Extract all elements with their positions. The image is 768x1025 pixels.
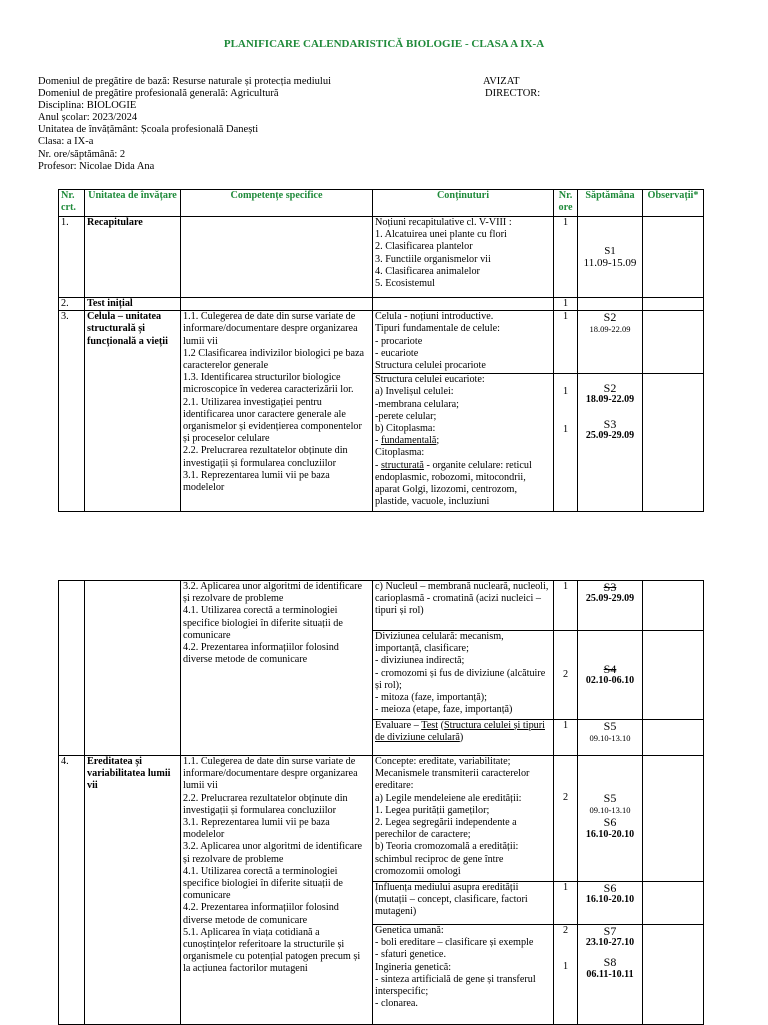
learning-unit: Celula – unitatea structurală și funcțională a vieții — [85, 311, 181, 512]
planning-table-page2 — [58, 580, 704, 1025]
week-cell: S3 25.09-29.09 — [578, 581, 643, 631]
table-row — [59, 298, 704, 311]
content-cell: Celula - noțiuni introductive. Tipuri fundamentale de celule: - procariote - eucariote Structura celulei procariote — [373, 311, 554, 374]
header-competences: Competențe specifice — [181, 190, 373, 217]
hours-cell: 1 1 — [554, 374, 578, 512]
competences-cell: 3.2. Aplicarea unor algoritmi de identificare și rezolvare de probleme 4.1. Utilizarea corectă a terminologiei specifice biologiei în diferite situații de comunicare 4.2. Prezentarea informațiilor folosind diverse metode de comunicare — [181, 581, 373, 756]
approval-block — [483, 76, 540, 100]
table-row — [59, 311, 704, 374]
header-week: Săptămâna — [578, 190, 643, 217]
meta-line: Clasa: a IX-a — [38, 136, 94, 148]
hours-cell: 1 — [554, 311, 578, 374]
row-number: 1. — [59, 217, 85, 298]
row-number: 3. — [59, 311, 85, 512]
meta-line: Profesor: Nicolae Dida Ana — [38, 160, 155, 172]
hours-cell: 1 — [554, 882, 578, 925]
week-cell: S1 11.09-15.09 — [578, 217, 643, 298]
week-cell: S5 09.10-13.10 S6 16.10-20.10 — [578, 756, 643, 882]
week-cell: S7 23.10-27.10 S8 06.11-10.11 — [578, 925, 643, 1025]
table-row — [59, 581, 704, 631]
row-number: 2. — [59, 298, 85, 311]
meta-line: Unitatea de învățământ: Școala profesională Danești — [38, 124, 259, 136]
week-cell: S4 02.10-06.10 — [578, 631, 643, 720]
meta-line: Domeniul de pregătire profesională generală: Agricultură — [38, 88, 279, 100]
meta-line: Nr. ore/săptămână: 2 — [38, 148, 126, 160]
hours-cell: 1 — [554, 217, 578, 298]
learning-unit: Ereditatea și variabilitatea lumii vii — [85, 756, 181, 1025]
meta-line: Domeniul de pregătire de bază: Resurse naturale și protecția mediului — [38, 76, 332, 87]
hours-cell: 2 — [554, 631, 578, 720]
director-label: DIRECTOR: — [485, 88, 541, 100]
table-row — [59, 756, 704, 882]
hours-cell: 2 1 — [554, 925, 578, 1025]
header-content: Conținuturi — [373, 190, 554, 217]
header-nr: Nr. crt. — [59, 190, 85, 217]
row-number: 4. — [59, 756, 85, 1025]
content-cell: Evaluare – Test (Structura celulei și tipuri de diviziune celulară) — [373, 720, 554, 756]
table-header-row — [59, 190, 704, 217]
learning-unit: Test inițial — [85, 298, 181, 311]
document-meta — [38, 76, 331, 173]
page-title: PLANIFICARE CALENDARISTICĂ BIOLOGIE - CLASA A IX-A — [223, 38, 545, 50]
content-cell: Noțiuni recapitulative cl. V-VIII : 1. Alcatuirea unei plante cu flori 2. Clasificarea plantelor 3. Functiile organismelor vii 4. Clasificarea animalelor 5. Ecosistemul — [373, 217, 554, 298]
week-cell: S2 18.09-22.09 S3 25.09-29.09 — [578, 374, 643, 512]
header-hours: Nr. ore — [554, 190, 578, 217]
content-cell: c) Nucleul – membrană nucleară, nucleoli, carioplasmă - cromatină (acizi nucleici – tipuri și rol) — [373, 581, 554, 631]
learning-unit: Recapitulare — [85, 217, 181, 298]
competences-cell: 1.1. Culegerea de date din surse variate de informare/documentare despre organizarea lumii vii 2.2. Prelucrarea rezultatelor obținute din investigații și formularea concluziilor 3.1. Reprezentarea lumii vii pe baza modelelor 3.2. Aplicarea unor algoritmi de identificare și rezolvare de probleme 4.1. Utilizarea corectă a terminologiei specifice biologiei în diferite situații de comunicare 4.2. Prezentarea informațiilor folosind diverse metode de comunicare 5.1. Aplicarea în viața cotidiană a cunoștințelor referitoare la structurile și organismele cu potențial patogen precum și la acțiunea factorilor mutageni — [181, 756, 373, 1025]
header-unit: Unitatea de învățare — [85, 190, 181, 217]
meta-line: Disciplina: BIOLOGIE — [38, 100, 137, 112]
hours-cell: 2 — [554, 756, 578, 882]
content-cell: Influența mediului asupra eredității (mutații – concept, clasificare, factori mutageni) — [373, 882, 554, 925]
content-cell: Structura celulei eucariote: a) Invelișul celulei: -membrana celulara; -perete celular; b) Citoplasma: - fundamentală; Citoplasma: - structurată - organite celulare: reticul endoplasmic, robozomi, mitocondrii, aparat Golgi, lizozomi, centrozom, plastide, vacuole, incluziuni — [373, 374, 554, 512]
hours-cell: 1 — [554, 581, 578, 631]
hours-cell: 1 — [554, 720, 578, 756]
content-cell: Genetica umană: - boli ereditare – clasificare și exemple - sfaturi genetice. Ingineria genetică: - sinteza artificială de gene și transferul interspecific; - clonarea. — [373, 925, 554, 1025]
meta-line: Anul școlar: 2023/2024 — [38, 112, 138, 124]
approval-label: AVIZAT — [483, 76, 520, 87]
week-cell: S2 18.09-22.09 — [578, 311, 643, 374]
planning-table-page1 — [58, 189, 704, 512]
week-cell: S6 16.10-20.10 — [578, 882, 643, 925]
content-cell: Diviziunea celulară: mecanism, importanță, clasificare; - diviziunea indirectă; - cromozomi și fus de diviziune (alcătuire și rol); - mitoza (faze, importanță); - meioza (etape, faze, importanță) — [373, 631, 554, 720]
hours-cell: 1 — [554, 298, 578, 311]
table-row — [59, 217, 704, 298]
header-observations: Observații* — [643, 190, 704, 217]
competences-cell: 1.1. Culegerea de date din surse variate de informare/documentare despre organizarea lumii vii 1.2 Clasificarea indivizilor biologici pe baza caracterelor generale 1.3. Identificarea structurilor biologice microscopice în vederea caracterizării lor. 2.1. Utilizarea investigației pentru identificarea unor caractere generale ale organismelor și evidențierea componentelor și proceselor celulare 2.2. Prelucrarea rezultatelor obținute din investigații și formularea concluziilor 3.1. Reprezentarea lumii vii pe baza modelelor — [181, 311, 373, 512]
content-cell: Concepte: ereditate, variabilitate; Mecanismele transmiterii caracterelor ereditare: a) Legile mendeleiene ale eredității: 1. Legea purității gameților; 2. Legea segregării independente a perechilor de caractere; b) Teoria cromozomală a eredității: schimbul reciproc de gene între cromozomii omologi — [373, 756, 554, 882]
week-cell: S5 09.10-13.10 — [578, 720, 643, 756]
